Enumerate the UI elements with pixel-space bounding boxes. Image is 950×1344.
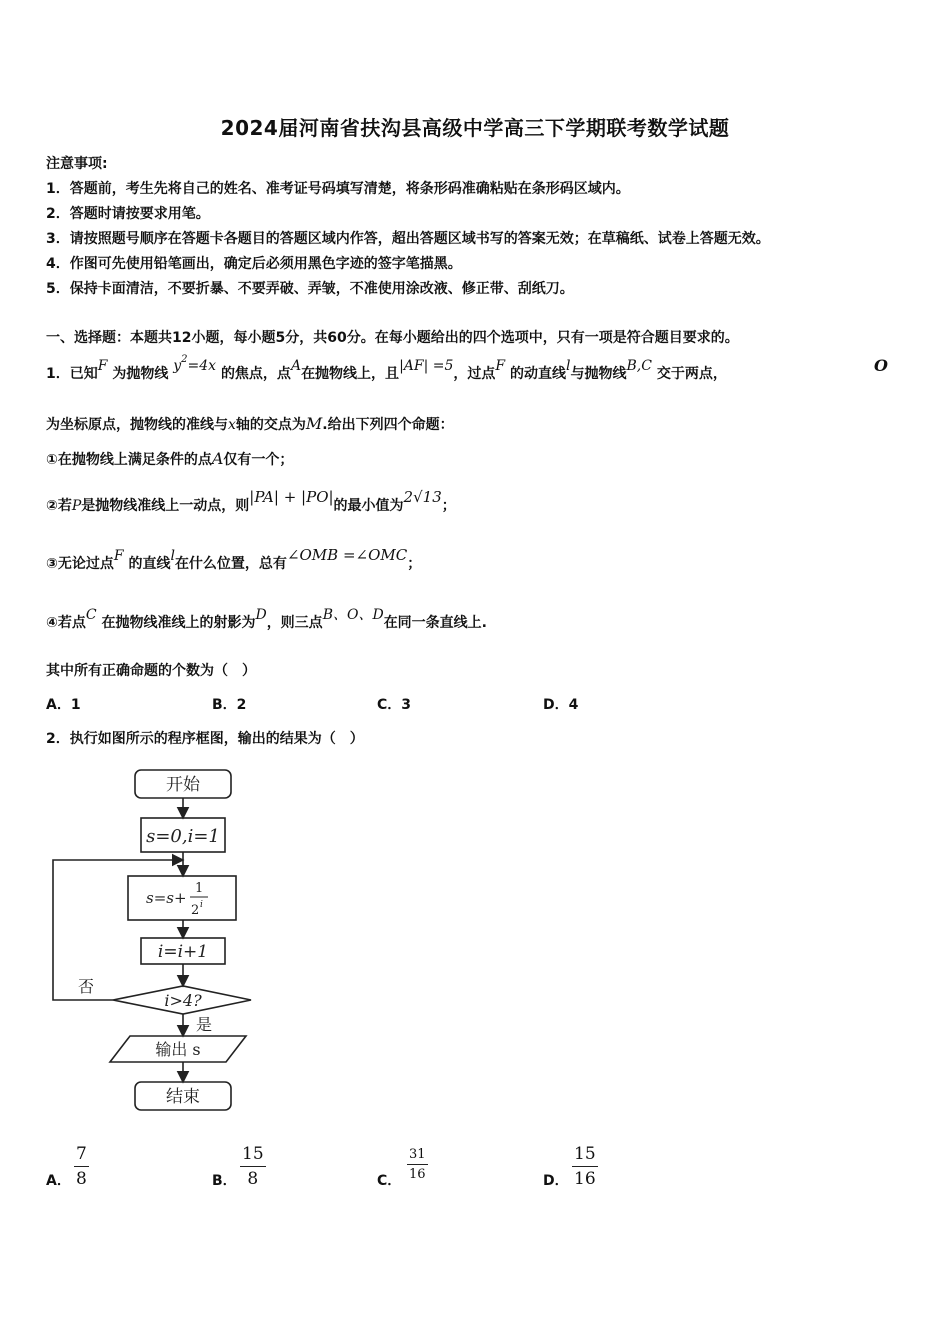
q1-text: 为坐标原点，抛物线的准线与: [46, 417, 228, 433]
math-var: A: [290, 358, 302, 374]
math-var: l: [170, 548, 175, 564]
math-exp: 2: [181, 354, 188, 365]
q1-text: 交于两点，: [656, 366, 727, 382]
q1-text: 轴的交点为: [235, 417, 306, 433]
q1-text: ，则三点: [266, 615, 323, 631]
flow-end-label: 结束: [166, 1087, 200, 1107]
q1-text: 仅有一个；: [223, 452, 294, 468]
q1-text: 的最小值为: [333, 498, 404, 514]
q2-option-d[interactable]: D．: [543, 1173, 569, 1189]
q1-text: ；: [441, 498, 456, 514]
q1-text: ，过点: [453, 366, 496, 382]
q2-option-c[interactable]: C．: [377, 1173, 402, 1189]
q1-text: 为抛物线: [112, 366, 169, 382]
math-var: F: [97, 358, 108, 374]
q1-text: ②若: [46, 498, 72, 514]
math-expr: |AF| =5: [399, 358, 454, 374]
math-var: O: [874, 356, 888, 375]
flow-yes-label: 是: [196, 1015, 213, 1034]
fraction-denominator: 8: [247, 1169, 259, 1189]
fraction-numerator: 7: [74, 1144, 89, 1167]
flow-init-label: s=0,i=1: [146, 826, 220, 847]
q2-stem: 2．执行如图所示的程序框图，输出的结果为（ ）: [46, 731, 364, 747]
flow-no-label: 否: [78, 977, 95, 996]
flow-update-lhs: s=s+: [146, 889, 187, 907]
q1-option-d[interactable]: D．4: [543, 697, 579, 713]
math-var: x: [228, 417, 236, 433]
flow-update-exp: i: [200, 900, 203, 910]
notice-item: 5．保持卡面清洁，不要折暴、不要弄破、弄皱，不准使用涂改液、修正带、刮纸刀。: [46, 281, 574, 297]
flow-update-den: 2: [191, 903, 200, 918]
q1-ask: 其中所有正确命题的个数为（ ）: [46, 663, 256, 679]
fraction-numerator: 31: [407, 1147, 428, 1165]
notice-item: 1．答题前，考生先将自己的姓名、准考证号码填写清楚，将条形码准确粘贴在条形码区域内。: [46, 181, 630, 197]
flow-update-num: 1: [195, 881, 204, 896]
notice-heading: 注意事项:: [46, 156, 108, 172]
q2-option-a[interactable]: A．: [46, 1173, 71, 1189]
math-expr: |PA| + |PO|: [249, 488, 334, 506]
fraction-denominator: 8: [76, 1169, 87, 1189]
page-title: 2024届河南省扶沟县高级中学高三下学期联考数学试题: [220, 116, 730, 140]
q1-text: 是抛物线准线上一动点，则: [81, 498, 250, 514]
math-var: B,C: [626, 358, 652, 374]
q1-option-c[interactable]: C．3: [377, 697, 412, 713]
q1-option-b[interactable]: B．2: [212, 697, 247, 713]
q1-text: 在什么位置，总有: [174, 556, 287, 572]
flow-decision-label: i>4?: [164, 991, 202, 1010]
math-expr: 2√13: [403, 488, 442, 506]
section-heading: 一、选择题：本题共12小题，每小题5分，共60分。在每小题给出的四个选项中，只有一项是符合题目要求的。: [46, 330, 739, 346]
flow-start-label: 开始: [166, 775, 200, 795]
q1-text: 的直线: [128, 556, 171, 572]
fraction-numerator: 15: [572, 1144, 598, 1167]
q2-option-d-fraction: [572, 1144, 598, 1189]
notice-item: 2．答题时请按要求用笔。: [46, 206, 210, 222]
math-var: l: [566, 358, 571, 374]
q1-text: ；: [407, 556, 422, 572]
q1-text: ③无论过点: [46, 556, 114, 572]
q2-option-b-fraction: [240, 1144, 266, 1189]
math-var: D: [255, 607, 267, 623]
flow-increment-label: i=i+1: [157, 942, 209, 962]
q1-text: 的动直线: [510, 366, 567, 382]
q1-stem-line2: [46, 414, 454, 434]
fraction-numerator: 15: [240, 1144, 266, 1167]
math-var: y: [173, 358, 182, 374]
q1-text: 在抛物线上，且: [301, 366, 400, 382]
math-var: P: [71, 498, 82, 514]
q1-text: 与抛物线: [570, 366, 627, 382]
q1-text: 在同一条直线上.: [383, 615, 488, 631]
q2-option-b[interactable]: B．: [212, 1173, 237, 1189]
q1-text: .给出下列四个命题：: [322, 417, 454, 433]
math-var: C: [85, 607, 97, 623]
proposition-1: [46, 449, 293, 469]
program-flowchart: [40, 760, 270, 1120]
math-var: A: [211, 449, 224, 468]
math-expr: B、O、D: [322, 607, 384, 623]
q2-option-a-fraction: [74, 1144, 89, 1189]
q1-text: 在抛物线准线上的射影为: [101, 615, 256, 631]
math-var: F: [495, 358, 506, 374]
math-expr: ∠OMB =∠OMC: [286, 546, 408, 564]
math-var: M: [305, 414, 323, 433]
q2-option-c-fraction: [407, 1147, 428, 1182]
proposition-2: [46, 488, 456, 515]
flow-output-label: 输出 s: [155, 1040, 201, 1059]
math-var: F: [113, 548, 124, 564]
q1-stem-line1: [46, 354, 727, 383]
fraction-denominator: 16: [409, 1167, 426, 1182]
q1-text: ①在抛物线上满足条件的点: [46, 452, 212, 468]
proposition-4: [46, 607, 488, 632]
notice-item: 4．作图可先使用铅笔画出，确定后必须用黑色字迹的签字笔描黑。: [46, 256, 462, 272]
proposition-3: [46, 546, 422, 573]
q1-text: 的焦点，点: [220, 366, 291, 382]
q1-text: 1．已知: [46, 366, 98, 382]
math-eq: =4x: [187, 358, 217, 374]
fraction-denominator: 16: [574, 1169, 596, 1189]
notice-item: 3．请按照题号顺序在答题卡各题目的答题区域内作答，超出答题区域书写的答案无效；在草稿纸、试卷上答题无效。: [46, 231, 770, 247]
q1-text: ④若点: [46, 615, 86, 631]
q1-option-a[interactable]: A．1: [46, 697, 81, 713]
